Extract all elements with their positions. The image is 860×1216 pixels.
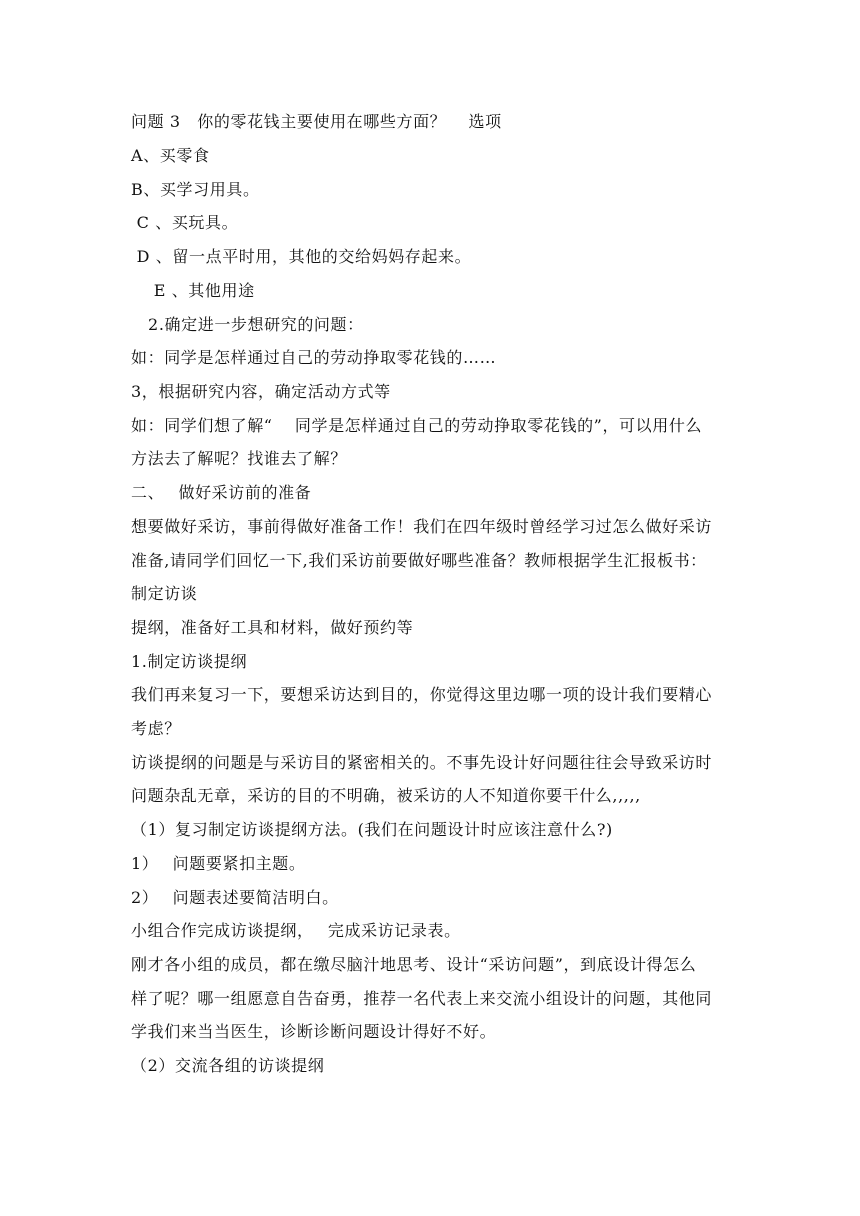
option-b: B、买学习用具。 (131, 180, 260, 199)
paragraph-line: 样了呢？哪一组愿意自告奋勇，推荐一名代表上来交流小组设计的问题，其他同 (131, 989, 713, 1008)
subsection-1-heading: 1.制定访谈提纲 (131, 652, 248, 671)
paragraph-line: 刚才各小组的成员，都在缴尽脑汁地思考、设计“采访问题”，到底设计得怎么 (131, 955, 697, 974)
example-line: 如：同学是怎样通过自己的劳动挣取零花钱的…… (131, 348, 497, 367)
option-c: C 、买玩具。 (131, 213, 239, 232)
option-d: D 、留一点平时用，其他的交给妈妈存起来。 (131, 247, 472, 266)
section-3-heading: 3，根据研究内容，确定活动方式等 (131, 382, 391, 401)
list-item: 2） 问题表述要简洁明白。 (131, 888, 339, 907)
option-a: A、买零食 (131, 146, 210, 165)
paragraph-line: 访谈提纲的问题是与采访目的紧密相关的。不事先设计好问题往往会导致采访时 (131, 753, 713, 772)
paragraph-line: 准备,请同学们回忆一下,我们采访前要做好哪些准备？教师根据学生汇报板书： (131, 551, 707, 570)
paragraph-line: 制定访谈 (131, 584, 198, 603)
paragraph-line: 学我们来当当医生，诊断诊断问题设计得好不好。 (131, 1022, 497, 1041)
question-3-line: 问题 3 你的零花钱主要使用在哪些方面？ 选项 (131, 112, 502, 131)
paragraph-line: 小组合作完成访谈提纲， 完成采访记录表。 (131, 921, 461, 940)
section-2-heading: 2.确定进一步想研究的问题： (131, 315, 364, 334)
list-item: 1） 问题要紧扣主题。 (131, 854, 306, 873)
paragraph-line: 我们再来复习一下，要想采访达到目的，你觉得这里边哪一项的设计我们要精心 (131, 685, 713, 704)
option-e: E 、其他用途 (131, 281, 255, 300)
step-1-heading: （1）复习制定访谈提纲方法。(我们在问题设计时应该注意什么?) (131, 820, 613, 839)
paragraph-line: 问题杂乱无章，采访的目的不明确，被采访的人不知道你要干什么,,,,, (131, 786, 641, 805)
paragraph-line: 方法去了解呢？找谁去了解？ (131, 449, 347, 468)
part-2-heading: 二、 做好采访前的准备 (131, 483, 312, 502)
paragraph-line: 如：同学们想了解“ 同学是怎样通过自己的劳动挣取零花钱的”，可以用什么 (131, 416, 703, 435)
step-2-heading: （2）交流各组的访谈提纲 (131, 1056, 325, 1075)
paragraph-line: 想要做好采访，事前得做好准备工作！我们在四年级时曾经学习过怎么做好采访 (131, 517, 713, 536)
paragraph-line: 提纲，准备好工具和材料，做好预约等 (131, 618, 414, 637)
paragraph-line: 考虑？ (131, 719, 181, 738)
